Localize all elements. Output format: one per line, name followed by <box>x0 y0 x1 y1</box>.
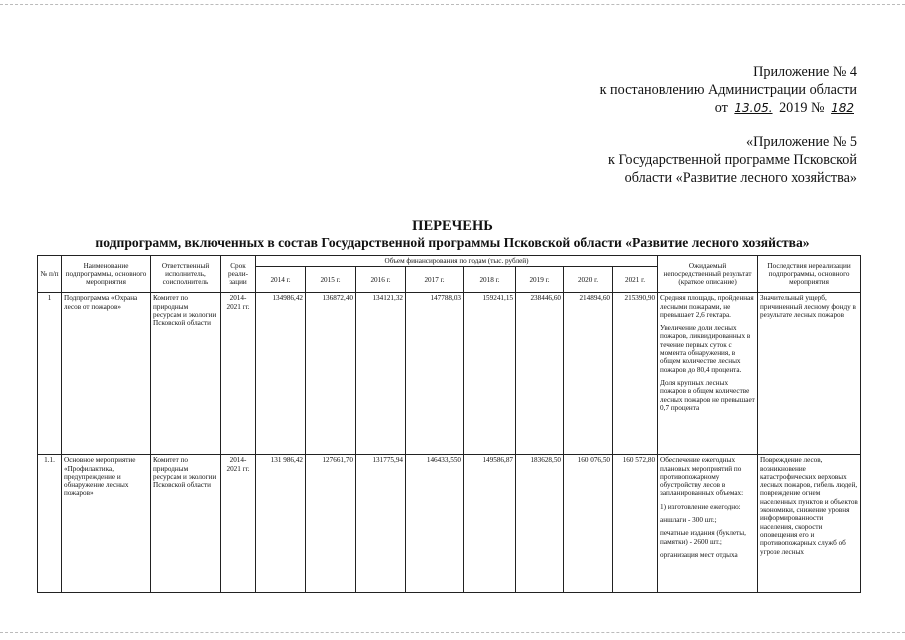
program-reference-2: области «Развитие лесного хозяйства» <box>624 170 857 186</box>
row-result <box>658 455 758 593</box>
col-term-header: Срок реали-зации <box>221 256 256 293</box>
year-header: 2021 г. <box>613 267 658 293</box>
row-value: 134986,42 <box>256 293 306 455</box>
appendix-date-line <box>600 99 857 117</box>
row-value: 131 986,42 <box>256 455 306 593</box>
table-row <box>38 455 861 593</box>
result-text: Увеличение доли лесных пожаров, ликвидированных в течение первых суток с момента обнаружения, в общем количестве лесных пожаров до 80,4 процента. <box>660 324 751 374</box>
row-value: 160 076,50 <box>564 455 613 593</box>
row-name: Подпрограмма «Охрана лесов от пожаров» <box>62 293 151 455</box>
result-text: организация мест отдыха <box>660 550 738 559</box>
handwritten-number: 182 <box>831 101 854 115</box>
year-header: 2019 г. <box>516 267 564 293</box>
col-num-header: № п/п <box>38 256 62 293</box>
program-appendix-header <box>577 133 857 187</box>
col-name-header: Наименование подпрограммы, основного мероприятия <box>62 256 151 293</box>
year-header: 2020 г. <box>564 267 613 293</box>
row-value: 127661,70 <box>306 455 356 593</box>
row-value: 215390,90 <box>613 293 658 455</box>
year-header: 2017 г. <box>406 267 464 293</box>
row-value: 146433,550 <box>406 455 464 593</box>
subprograms-table <box>37 255 861 593</box>
appendix-header <box>600 63 857 117</box>
result-text: Обеспечение ежегодных плановых мероприятий по противопожарному обустройству лесов в запланированных объемах: <box>660 456 744 498</box>
scan-edge-bottom <box>0 632 905 633</box>
appendix-number: Приложение № 4 <box>753 64 857 80</box>
row-num: 1.1. <box>38 455 62 593</box>
col-consequences-header: Последствия нереализации подпрограммы, основного мероприятия <box>758 256 861 293</box>
document-subtitle: подпрограмм, включенных в состав Государственной программы Псковской области «Развитие лесного хозяйства» <box>95 235 810 250</box>
row-term: 2014-2021 гг. <box>221 293 256 455</box>
program-reference-1: к Государственной программе Псковской <box>608 152 857 168</box>
row-value: 160 572,80 <box>613 455 658 593</box>
row-value: 214894,60 <box>564 293 613 455</box>
row-value: 238446,60 <box>516 293 564 455</box>
year-label: 2019 № <box>779 100 825 116</box>
result-text: Средняя площадь, пройденная лесными пожарами, не превышает 2,6 гектара. <box>660 294 754 319</box>
document-title: ПЕРЕЧЕНЬ <box>412 218 493 234</box>
col-result-header: Ожидаемый непосредственный результат (краткое описание) <box>658 256 758 293</box>
year-header: 2015 г. <box>306 267 356 293</box>
row-consequences: Значительный ущерб, причиненный лесному фонду в результате лесных пожаров <box>758 293 861 455</box>
row-value: 134121,32 <box>356 293 406 455</box>
row-term: 2014-2021 гг. <box>221 455 256 593</box>
date-prefix: от <box>714 100 728 116</box>
col-funding-header: Объем финансирования по годам (тыс. рублей) <box>256 256 658 267</box>
result-text: Доля крупных лесных пожаров в общем количестве лесных пожаров не превышает 0,7 процента <box>660 378 755 412</box>
year-header: 2014 г. <box>256 267 306 293</box>
scan-edge-top <box>0 4 905 5</box>
result-text: печатные издания (буклеты, памятки) - 2600 шт.; <box>660 529 746 546</box>
appendix-reference: к постановлению Администрации области <box>599 82 857 98</box>
row-resp: Комитет по природным ресурсам и экологии Псковской области <box>151 293 221 455</box>
row-num: 1 <box>38 293 62 455</box>
row-name: Основное мероприятие «Профилактика, предупреждение и обнаружение лесных пожаров» <box>62 455 151 593</box>
program-appendix-number: «Приложение № 5 <box>746 134 857 150</box>
row-value: 183628,50 <box>516 455 564 593</box>
year-header: 2016 г. <box>356 267 406 293</box>
handwritten-date: 13.05. <box>734 101 773 115</box>
row-consequences: Повреждение лесов, возникновение катастрофических верховых лесных пожаров, гибель людей, повреждение огнем населенных пунктов и объектов экономики, снижение уровня информированности населения, скорости оповещения его и противопожарных служб об угрозе лесных <box>758 455 861 593</box>
row-resp: Комитет по природным ресурсам и экологии Псковской области <box>151 455 221 593</box>
col-resp-header: Ответственный исполнитель, соисполнитель <box>151 256 221 293</box>
table-row <box>38 293 861 455</box>
result-text: 1) изготовление ежегодно: <box>660 502 741 511</box>
row-value: 149586,87 <box>464 455 516 593</box>
result-text: аншлаги - 300 шт.; <box>660 516 717 525</box>
row-value: 147788,03 <box>406 293 464 455</box>
row-result <box>658 293 758 455</box>
year-header: 2018 г. <box>464 267 516 293</box>
row-value: 159241,15 <box>464 293 516 455</box>
table-header-row <box>38 256 861 267</box>
row-value: 131775,94 <box>356 455 406 593</box>
row-value: 136872,40 <box>306 293 356 455</box>
